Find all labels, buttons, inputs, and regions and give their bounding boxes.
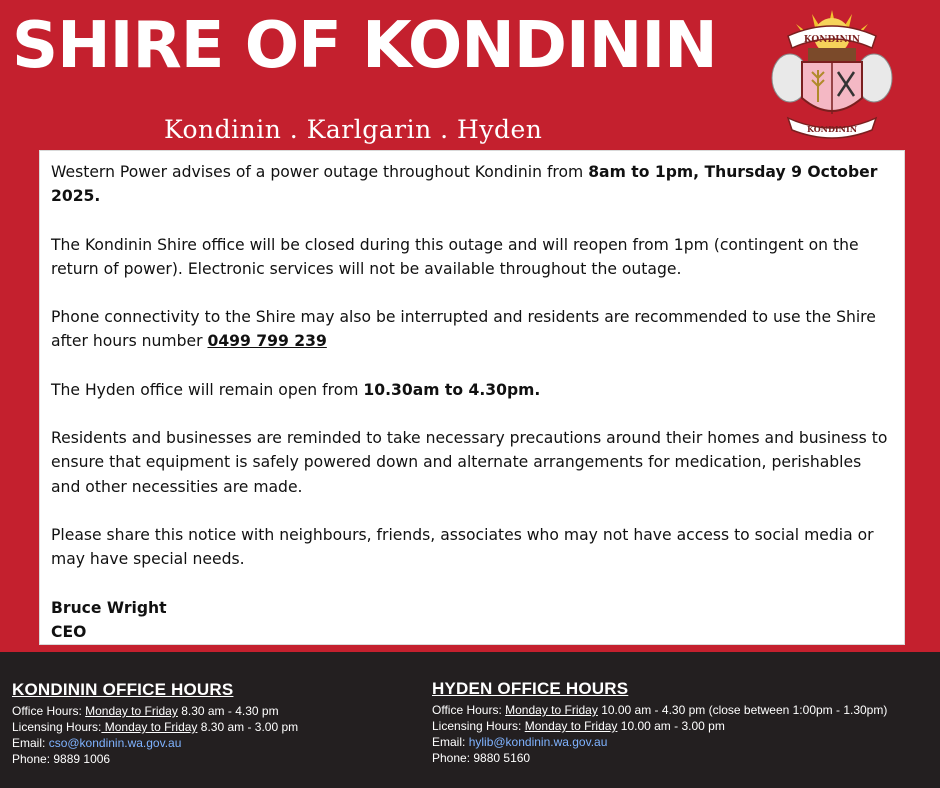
hyden-email-link[interactable]: hylib@kondinin.wa.gov.au: [468, 735, 608, 749]
crest-bottom-text: KONDININ: [806, 124, 858, 134]
hyden-email-line: Email: hylib@kondinin.wa.gov.au: [432, 735, 608, 749]
hyden-office-hours: [432, 679, 887, 766]
hyden-phone: Phone: 9880 5160: [432, 751, 531, 765]
page-subtitle: Kondinin . Karlgarin . Hyden: [164, 115, 543, 144]
kondinin-heading: KONDININ OFFICE HOURS: [12, 680, 234, 699]
kondinin-email-link[interactable]: cso@kondinin.wa.gov.au: [48, 736, 182, 750]
kondinin-licensing-line: Licensing Hours: Monday to Friday 8.30 am - 3.00 pm: [12, 720, 299, 734]
hyden-heading: HYDEN OFFICE HOURS: [432, 679, 629, 698]
page-title: SHIRE OF KONDININ: [12, 9, 717, 83]
kondinin-phone: Phone: 9889 1006: [12, 752, 111, 766]
kondinin-office-line: Office Hours: Monday to Friday 8.30 am - 4.30 pm: [12, 704, 279, 718]
hyden-office-line: Office Hours: Monday to Friday 10.00 am - 4.30 pm (close between 1:00pm - 1.30pm): [432, 703, 888, 717]
hyden-hours: 10.30am to 4.30pm.: [363, 380, 541, 399]
kondinin-email-line: Email: cso@kondinin.wa.gov.au: [12, 736, 182, 750]
notice-paragraph-hyden: The Hyden office will remain open from 10.30am to 4.30pm.: [51, 380, 541, 399]
notice-panel: [39, 150, 905, 645]
notice-paragraph-office-closed: The Kondinin Shire office will be closed during this outage and will reopen from 1pm (contingent on the return of power). Electronic services will not be available throughout the outage.: [51, 235, 859, 278]
notice-paragraph-outage: Western Power advises of a power outage throughout Kondinin from 8am to 1pm, Thursday 9 October 2025.: [51, 163, 878, 206]
signature-name: Bruce Wright: [51, 598, 167, 617]
after-hours-phone-link[interactable]: 0499 799 239: [207, 332, 327, 351]
hyden-licensing-line: Licensing Hours: Monday to Friday 10.00 am - 3.00 pm: [432, 719, 725, 733]
outage-time: 8am to 1pm, Thursday 9 October 2025.: [51, 163, 878, 206]
crest-top-text: KONDININ: [803, 35, 861, 45]
kondinin-office-hours: [12, 680, 298, 767]
notice-paragraph-phone: Phone connectivity to the Shire may also be interrupted and residents are recommended to use the Shire after hours number 0499 799 239: [51, 308, 876, 351]
shire-crest-logo: [768, 6, 896, 146]
footer: [0, 652, 940, 788]
crest-helmet: [808, 48, 856, 62]
notice-paragraph-precautions: Residents and businesses are reminded to take necessary precautions around their homes and business to ensure that equipment is safely powered down and alternate arrangements for medication, perishables and other necessities are made.: [51, 429, 888, 496]
notice-paragraph-share: Please share this notice with neighbours, friends, associates who may not have access to social media or may have special needs.: [51, 525, 874, 569]
signature-title: CEO: [51, 622, 87, 641]
